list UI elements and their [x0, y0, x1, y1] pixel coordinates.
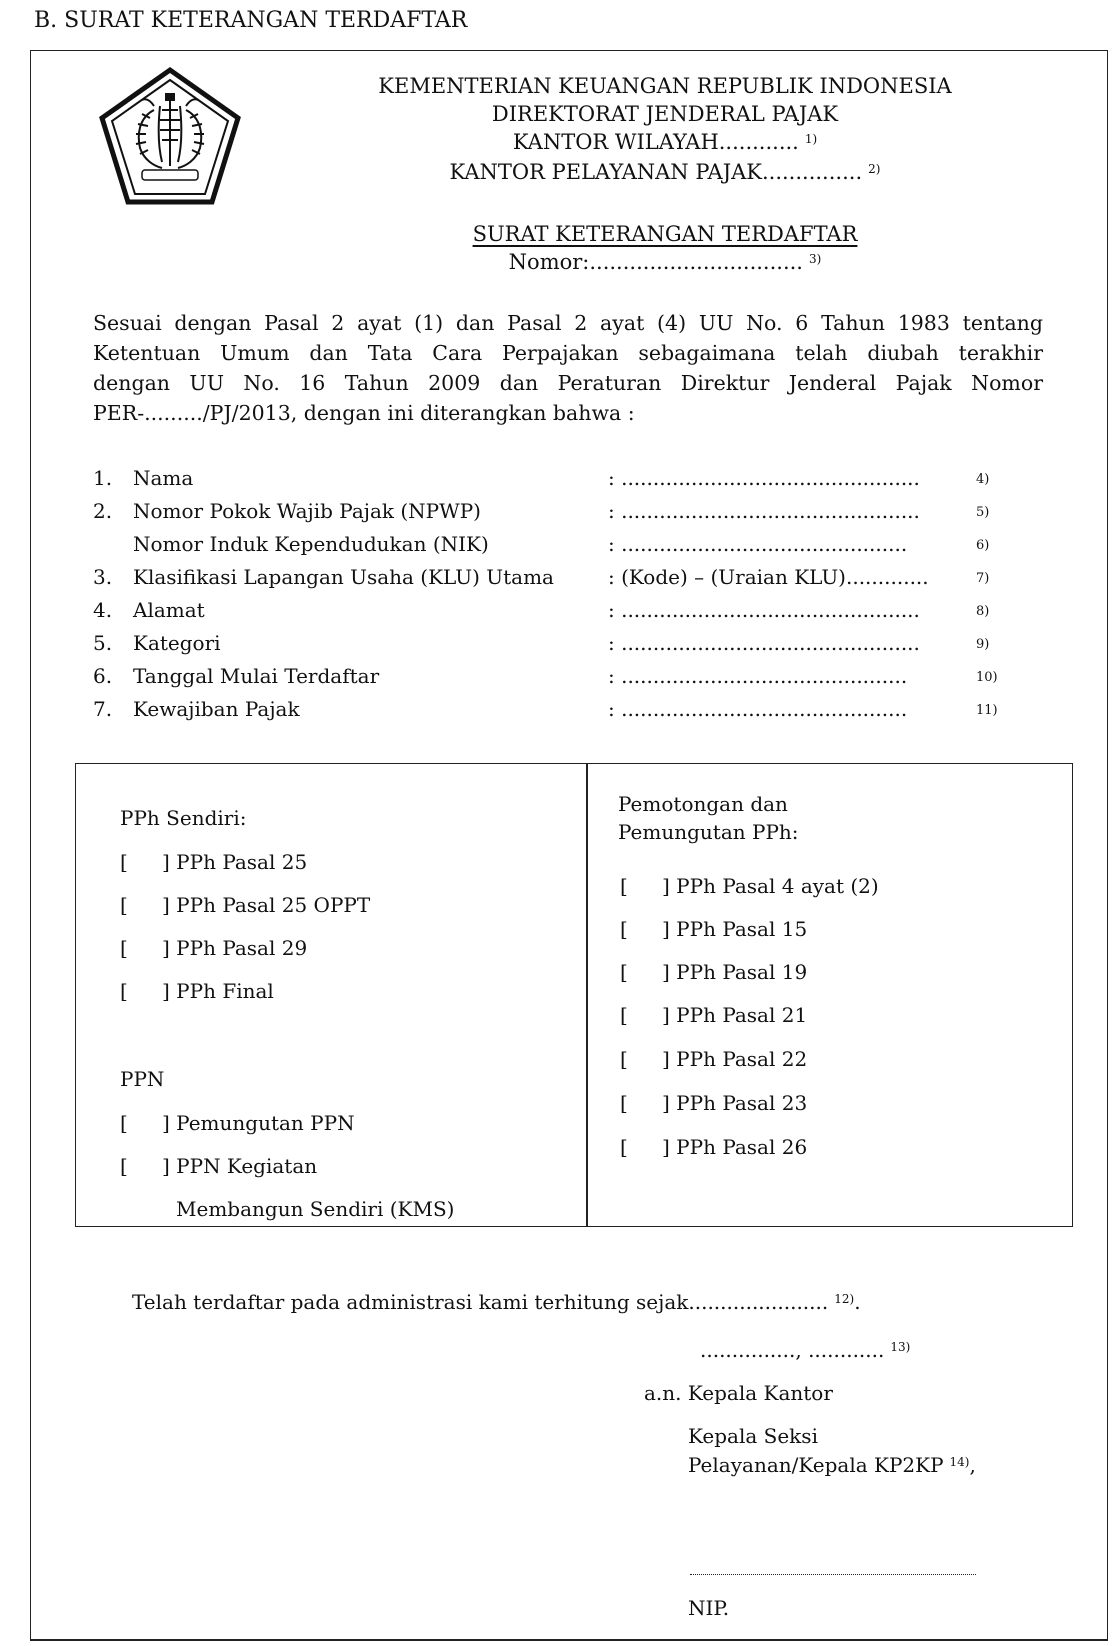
- field-ref: 10): [976, 670, 998, 685]
- checkbox-pph-pasal-19[interactable]: [620, 960, 807, 984]
- checkbox-bracket: [: [120, 893, 128, 917]
- field-ref: 4): [976, 472, 990, 487]
- intro-line: Sesuai dengan Pasal 2 ayat (1) dan Pasal 2 ayat (4) UU No. 6 Tahun 1983 tentang: [93, 311, 1043, 335]
- registered-since-end: .: [854, 1290, 861, 1314]
- field-value: : .............................................: [608, 664, 908, 688]
- registered-since: [132, 1290, 861, 1314]
- pemotongan-heading-line1: Pemotongan dan: [618, 792, 788, 816]
- field-value: : ...............................................: [608, 466, 920, 490]
- checkbox-bracket: [: [620, 874, 628, 898]
- pph-sendiri-heading: PPh Sendiri:: [120, 806, 247, 830]
- intro-paragraph: [93, 308, 1043, 428]
- registered-since-text: Telah terdaftar pada administrasi kami terhitung sejak......................: [132, 1290, 829, 1314]
- checkbox-pph-pasal-21[interactable]: [620, 1003, 807, 1027]
- tax-box-divider: [586, 763, 588, 1226]
- field-number: 5.: [93, 631, 113, 655]
- checkbox-label: ] PPh Pasal 26: [662, 1135, 808, 1159]
- position-line2-end: ,: [969, 1453, 976, 1477]
- checkbox-pph-pasal-25-oppt[interactable]: [120, 893, 370, 917]
- tax-office-text: KANTOR PELAYANAN PAJAK...............: [449, 160, 863, 184]
- field-value: : .............................................: [608, 532, 908, 556]
- field-label: Nomor Induk Kependudukan (NIK): [133, 532, 489, 556]
- document-title-text: SURAT KETERANGAN TERDAFTAR: [472, 222, 858, 246]
- checkbox-label: ] PPh Pasal 25 OPPT: [162, 893, 371, 917]
- field-ref: 9): [976, 637, 990, 652]
- nip-label: NIP.: [688, 1596, 730, 1620]
- checkbox-bracket: [: [620, 1135, 628, 1159]
- field-value: : ...............................................: [608, 598, 920, 622]
- field-number: 7.: [93, 697, 113, 721]
- checkbox-label: ] Pemungutan PPN: [162, 1111, 355, 1135]
- field-ref: 11): [976, 703, 998, 718]
- checkbox-bracket: [: [120, 979, 128, 1003]
- document-number: [260, 250, 1070, 274]
- field-number: 4.: [93, 598, 113, 622]
- intro-line: Ketentuan Umum dan Tata Cara Perpajakan sebagaimana telah diubah terakhir: [93, 341, 1043, 365]
- checkbox-label: ] PPh Pasal 4 ayat (2): [662, 874, 879, 898]
- header-tax-office: [260, 160, 1070, 184]
- position-line1: Kepala Seksi: [688, 1424, 818, 1448]
- header-directorate: DIREKTORAT JENDERAL PAJAK: [491, 102, 839, 126]
- footnote-ref: 3): [808, 252, 822, 266]
- intro-line: PER-........./PJ/2013, dengan ini diterangkan bahwa :: [93, 401, 635, 425]
- checkbox-pph-pasal-15[interactable]: [620, 917, 807, 941]
- field-label: Kewajiban Pajak: [133, 697, 300, 721]
- checkbox-bracket: [: [620, 917, 628, 941]
- position-line2: [688, 1453, 976, 1477]
- checkbox-bracket: [: [120, 1111, 128, 1135]
- section-title: B. SURAT KETERANGAN TERDAFTAR: [34, 8, 468, 33]
- checkbox-label: ] PPh Pasal 29: [162, 936, 308, 960]
- field-label: Alamat: [133, 598, 205, 622]
- document-number-text: Nomor:................................: [508, 250, 803, 274]
- checkbox-pph-pasal-29[interactable]: [120, 936, 307, 960]
- field-ref: 7): [976, 571, 990, 586]
- field-value: : (Kode) – (Uraian KLU).............: [608, 565, 929, 589]
- checkbox-bracket: [: [120, 1154, 128, 1178]
- checkbox-label: ] PPh Pasal 21: [662, 1003, 808, 1027]
- field-number: 1.: [93, 466, 113, 490]
- checkbox-label: ] PPh Pasal 23: [662, 1091, 808, 1115]
- checkbox-label: ] PPh Final: [162, 979, 274, 1003]
- checkbox-bracket: [: [120, 936, 128, 960]
- intro-line: dengan UU No. 16 Tahun 2009 dan Peraturan Direktur Jenderal Pajak Nomor: [93, 371, 1043, 395]
- field-number: 6.: [93, 664, 113, 688]
- pemotongan-heading-line2: Pemungutan PPh:: [618, 820, 799, 844]
- checkbox-pph-pasal-23[interactable]: [620, 1091, 807, 1115]
- place-date: [700, 1338, 910, 1362]
- checkbox-bracket: [: [620, 1091, 628, 1115]
- checkbox-pph-pasal-26[interactable]: [620, 1135, 807, 1159]
- field-ref: 8): [976, 604, 990, 619]
- checkbox-pph-pasal-4-ayat-2[interactable]: [620, 874, 879, 898]
- field-label: Nomor Pokok Wajib Pajak (NPWP): [133, 499, 481, 523]
- checkbox-pph-pasal-22[interactable]: [620, 1047, 807, 1071]
- signature-line: [690, 1574, 976, 1575]
- field-label: Klasifikasi Lapangan Usaha (KLU) Utama: [133, 565, 554, 589]
- regional-office-text: KANTOR WILAYAH............: [512, 130, 799, 154]
- footnote-ref: 2): [868, 162, 881, 176]
- field-label: Tanggal Mulai Terdaftar: [133, 664, 380, 688]
- checkbox-bracket: [: [620, 1047, 628, 1071]
- header-ministry: KEMENTERIAN KEUANGAN REPUBLIK INDONESIA: [378, 74, 952, 98]
- field-label: Kategori: [133, 631, 221, 655]
- position-line2-text: Pelayanan/Kepala KP2KP: [688, 1453, 944, 1477]
- checkbox-pemungutan-ppn[interactable]: [120, 1111, 355, 1135]
- field-number: 2.: [93, 499, 113, 523]
- checkbox-label: ] PPN Kegiatan: [162, 1154, 318, 1178]
- document-title: [260, 222, 1070, 246]
- checkbox-ppn-kegiatan[interactable]: [120, 1154, 317, 1178]
- header-regional-office: [260, 130, 1070, 154]
- checkbox-bracket: [: [620, 960, 628, 984]
- field-number: 3.: [93, 565, 113, 589]
- on-behalf-label: a.n. Kepala Kantor: [644, 1381, 833, 1405]
- place-date-text: ..............., ............: [700, 1338, 885, 1362]
- footnote-ref: 13): [890, 1340, 911, 1354]
- checkbox-label: ] PPh Pasal 19: [662, 960, 808, 984]
- ministry-emblem-icon: [96, 66, 244, 206]
- field-value: : ...............................................: [608, 499, 920, 523]
- ppn-heading: PPN: [120, 1067, 165, 1091]
- footnote-ref: 14): [949, 1455, 970, 1469]
- checkbox-label: ] PPh Pasal 15: [662, 917, 808, 941]
- checkbox-bracket: [: [120, 850, 128, 874]
- field-value: : .............................................: [608, 697, 908, 721]
- checkbox-bracket: [: [620, 1003, 628, 1027]
- footnote-ref: 1): [804, 132, 818, 146]
- footnote-ref: 12): [834, 1292, 855, 1306]
- checkbox-pph-final[interactable]: [120, 979, 274, 1003]
- field-label: Nama: [133, 466, 194, 490]
- field-value: : ...............................................: [608, 631, 920, 655]
- checkbox-pph-pasal-25[interactable]: [120, 850, 307, 874]
- ppn-kegiatan-continuation: Membangun Sendiri (KMS): [176, 1197, 455, 1221]
- checkbox-label: ] PPh Pasal 22: [662, 1047, 808, 1071]
- checkbox-label: ] PPh Pasal 25: [162, 850, 308, 874]
- field-ref: 6): [976, 538, 990, 553]
- field-ref: 5): [976, 505, 990, 520]
